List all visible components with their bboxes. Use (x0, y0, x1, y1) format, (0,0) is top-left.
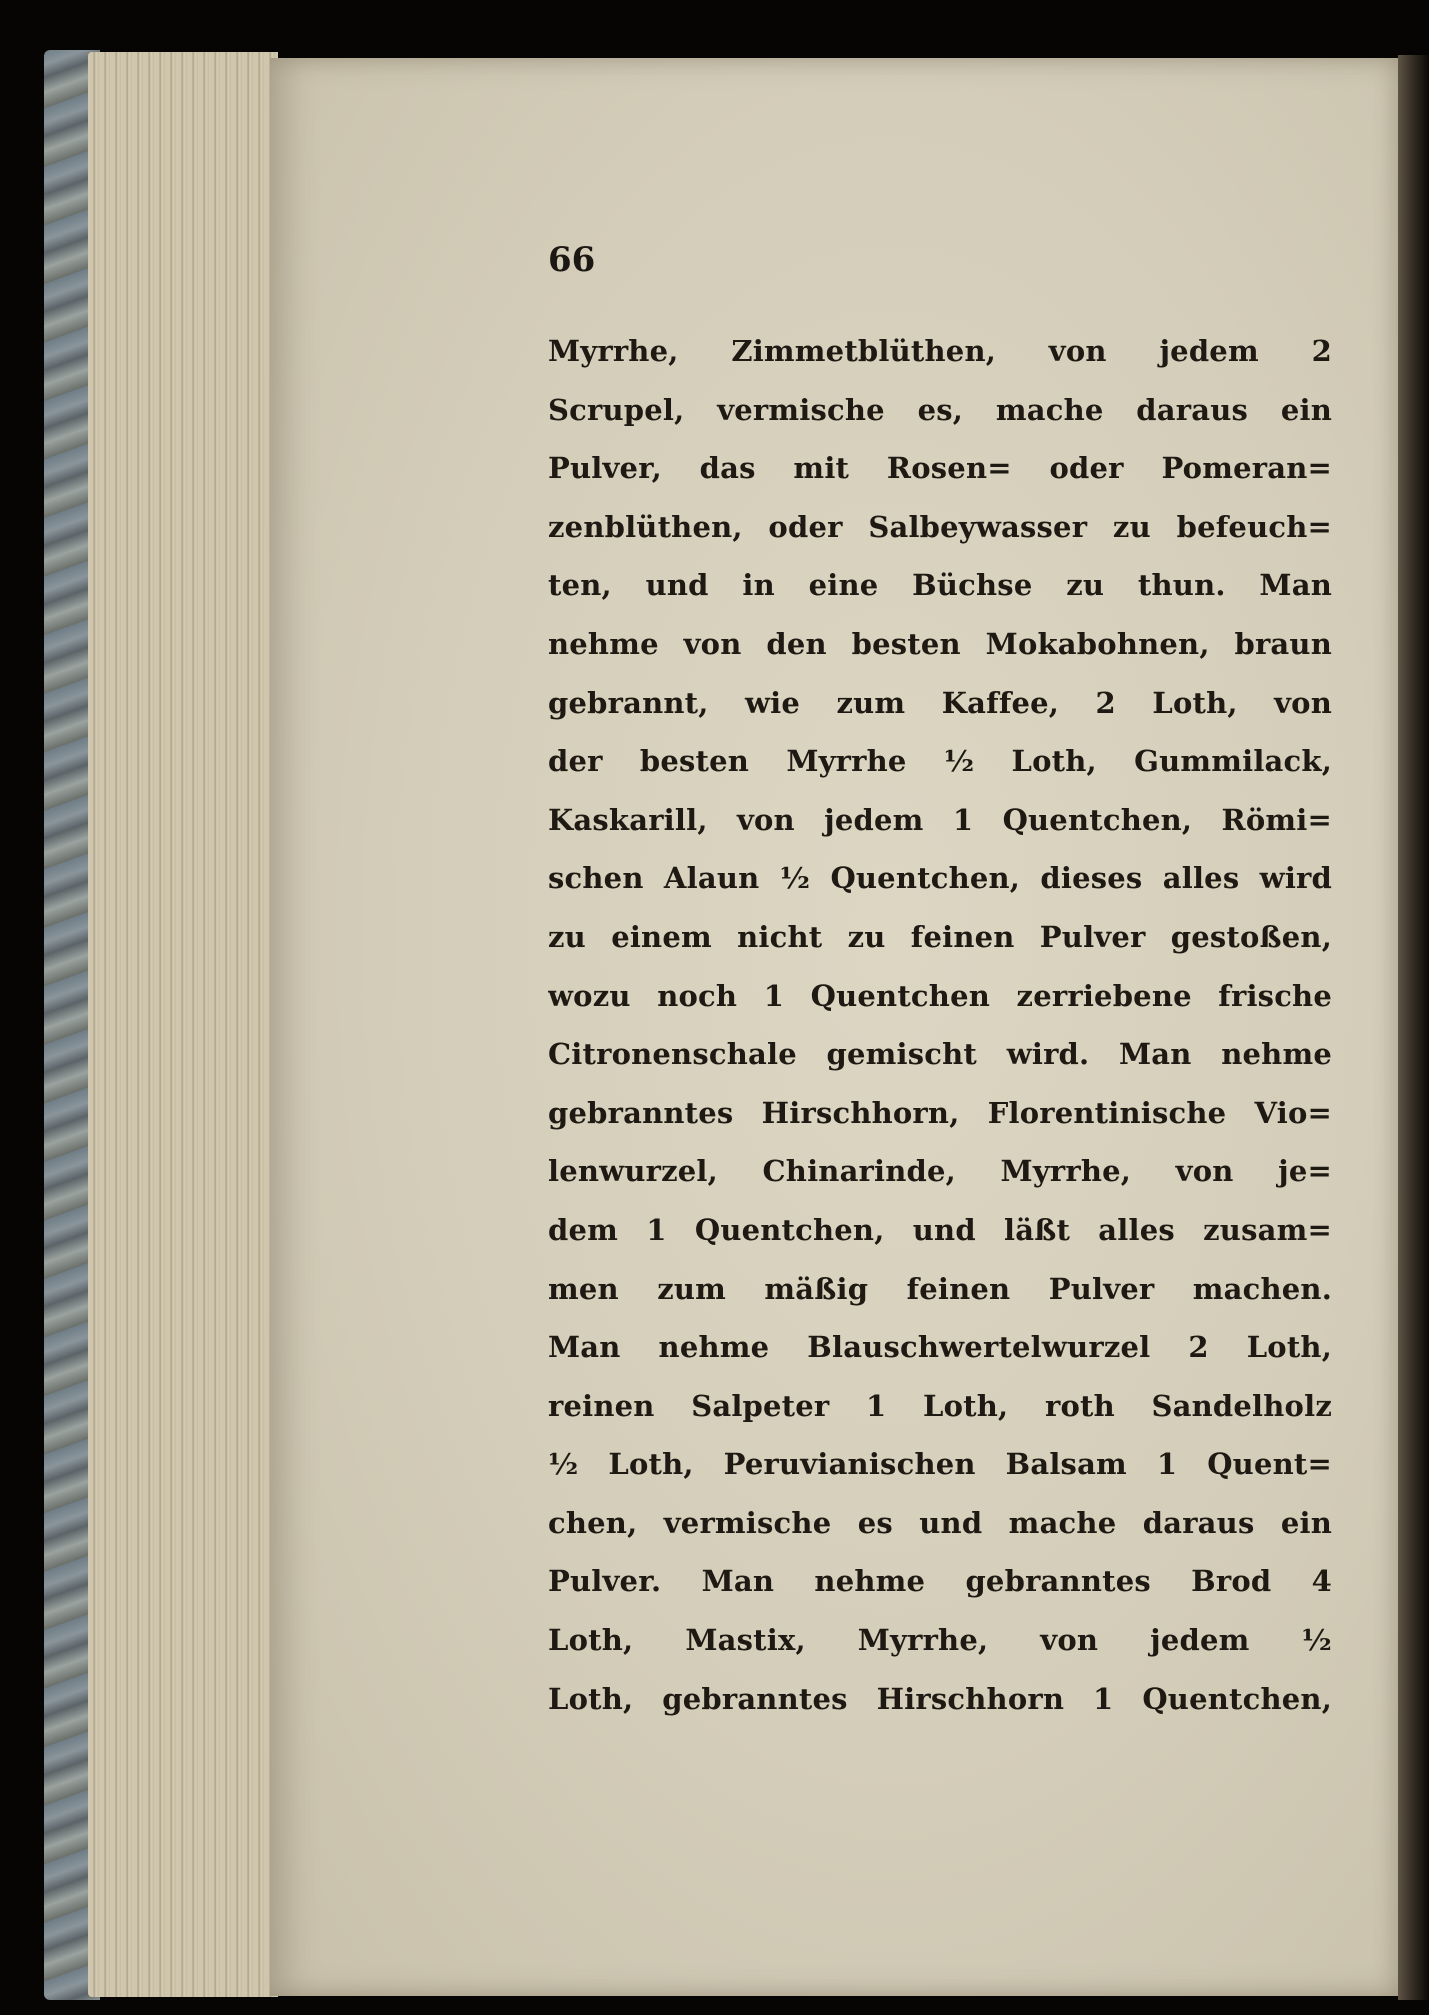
page-stack-edges (88, 52, 278, 1997)
text-line: Pulver. Man nehme gebranntes Brod 4 (548, 1564, 1332, 1599)
text-line: Man nehme Blauschwertelwurzel 2 Loth, (548, 1330, 1332, 1365)
text-line: Pulver, das mit Rosen= oder Pomeran= (548, 451, 1332, 486)
text-line: zu einem nicht zu feinen Pulver gestoßen, (548, 919, 1332, 954)
text-line: Kaskarill, von jedem 1 Quentchen, Römi= (548, 802, 1332, 837)
text-line: der besten Myrrhe ½ Loth, Gummilack, (548, 744, 1332, 779)
text-line: dem 1 Quentchen, und läßt alles zusam= (548, 1212, 1332, 1247)
text-line: zenblüthen, oder Salbeywasser zu befeuch= (548, 509, 1332, 544)
text-line: Scrupel, vermische es, mache daraus ein (548, 392, 1332, 427)
text-line: gebrannt, wie zum Kaffee, 2 Loth, von (548, 685, 1332, 720)
text-line: Loth, Mastix, Myrrhe, von jedem ½ (548, 1623, 1332, 1658)
text-line: gebranntes Hirschhorn, Florentinische Vio= (548, 1095, 1332, 1130)
text-line: nehme von den besten Mokabohnen, braun (548, 626, 1332, 661)
text-line: ½ Loth, Peruvianischen Balsam 1 Quent= (548, 1447, 1332, 1482)
text-line: Myrrhe, Zimmetblüthen, von jedem 2 (548, 334, 1332, 368)
page-number: 66 (548, 240, 596, 280)
text-line: reinen Salpeter 1 Loth, roth Sandelholz (548, 1388, 1332, 1423)
text-line: Citronenschale gemischt wird. Man nehme (548, 1037, 1332, 1072)
page-gutter-edge (1398, 55, 1429, 2000)
text-line: ten, und in eine Büchse zu thun. Man (548, 568, 1332, 603)
text-line: chen, vermische es und mache daraus ein (548, 1505, 1332, 1540)
text-line: wozu noch 1 Quentchen zerriebene frische (548, 978, 1332, 1013)
page-text (548, 322, 1332, 1728)
text-line: schen Alaun ½ Quentchen, dieses alles wird (548, 861, 1332, 896)
text-line: men zum mäßig feinen Pulver machen. (548, 1271, 1332, 1306)
text-line: lenwurzel, Chinarinde, Myrrhe, von je= (548, 1154, 1332, 1189)
text-line: Loth, gebranntes Hirschhorn 1 Quentchen, (548, 1681, 1332, 1716)
